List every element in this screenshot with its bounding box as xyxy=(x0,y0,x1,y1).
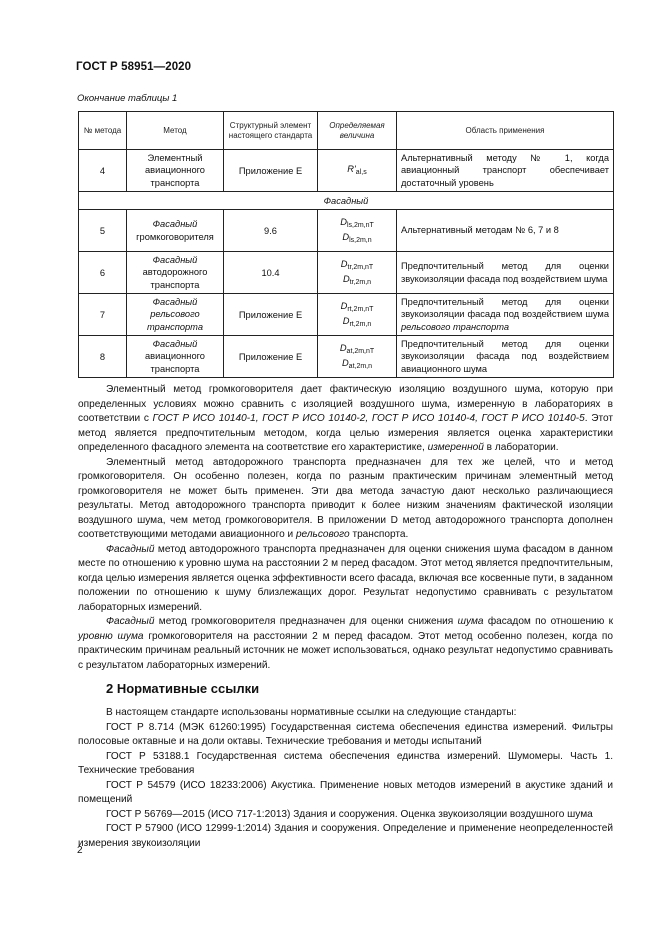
cell-quantity xyxy=(318,294,397,336)
cell-num: 4 xyxy=(79,150,127,192)
cell-quantity xyxy=(318,210,397,252)
text-run: транспорта. xyxy=(349,529,409,540)
col-header-method: Метод xyxy=(127,112,224,150)
references-intro: В настоящем стандарте использованы нормативные ссылки на следующие стандарты: xyxy=(106,707,517,718)
quantity-symbol: R' xyxy=(347,164,356,175)
cell-method xyxy=(127,336,224,378)
table-row xyxy=(79,252,614,294)
quantity-subscript: at,2m,nT xyxy=(346,348,375,356)
table-row xyxy=(79,150,614,192)
cell-element: Приложение E xyxy=(224,150,318,192)
text-run-italic: уровню шума xyxy=(78,630,144,642)
area-text: Предпочтительный метод для оценки звукоизоляции фасада под воздействием шума xyxy=(401,297,609,320)
text-run: громкоговорителя на расстоянии 2 м перед фасадом. Этот метод особенно полезен, когда по практическим причинам реальный источник не может использоваться, однако результат недопустимо сравнивать с результатом лабораторных измерений. xyxy=(78,630,613,671)
text-run-italic: рельсового xyxy=(295,529,350,540)
quantity-symbol: D xyxy=(340,217,347,228)
cell-method xyxy=(127,210,224,252)
method-type: Фасадный xyxy=(152,297,198,308)
quantity-symbol: D xyxy=(342,273,350,284)
cell-element: 9.6 xyxy=(224,210,318,252)
method-type: Фасадный xyxy=(152,339,198,350)
group-label: Фасадный xyxy=(79,192,614,210)
quantity-symbol: D xyxy=(340,259,348,270)
cell-area: Предпочтительный метод для оценки звукоизоляции фасада под воздействием авиационного шума xyxy=(397,336,614,378)
quantity-subscript: ls,2m,nT xyxy=(346,222,374,230)
reference-item: ГОСТ Р 57900 (ИСО 12999-1:2014) Здания и сооружения. Определение и применение неопределенностей измерения звукоизоляции xyxy=(78,823,613,849)
cell-area xyxy=(397,294,614,336)
text-run-italic: ГОСТ Р ИСО 10140-1, ГОСТ Р ИСО 10140-2, ГОСТ Р ИСО 10140-4, ГОСТ Р ИСО 10140-5 xyxy=(152,413,585,424)
col-header-quantity: Определяемая величина xyxy=(318,112,397,150)
quantity-subscript: tr,2m,nT xyxy=(347,264,374,272)
text-run: Элементный метод автодорожного транспорта предназначен для тех же целей, что и метод громкоговорителя. Он особенно полезен, когда по разным практическим причинам элементный метод громкоговорителя не может быть применен. Эти два метода зачастую дают несколько различающиеся результаты. Метод автодорожного транспорта приводит к более низким значениям фактической изоляции воздушного шума, чем метод громкоговорителя. В приложении D метод автодорожного транспорта дополнен соответствующими методами авиационного и xyxy=(78,456,613,540)
col-header-area: Область применения xyxy=(397,112,614,150)
table-header-row xyxy=(79,112,614,150)
quantity-subscript: tr,2m,n xyxy=(349,278,372,286)
col-header-element: Структурный элемент настоящего стандарта xyxy=(224,112,318,150)
cell-method: Элементный авиационного транспорта xyxy=(127,150,224,192)
methods-table xyxy=(78,111,614,378)
section-heading: 2 Нормативные ссылки xyxy=(106,681,260,696)
references-list xyxy=(78,706,613,851)
cell-method xyxy=(127,294,224,336)
quantity-subscript: al,s xyxy=(355,169,367,177)
reference-item: ГОСТ Р 53188.1 Государственная система обеспечения единства измерений. Шумомеры. Часть 1. Технические требования xyxy=(78,750,613,776)
cell-method xyxy=(127,252,224,294)
cell-num: 5 xyxy=(79,210,127,252)
table-caption: Окончание таблицы 1 xyxy=(77,93,178,104)
table-group-row xyxy=(79,192,614,210)
text-run-italic: Фасадный xyxy=(106,543,155,555)
cell-num: 7 xyxy=(79,294,127,336)
method-source: автодорожного транспорта xyxy=(142,267,208,290)
paragraph xyxy=(78,615,613,673)
quantity-symbol: D xyxy=(340,301,348,312)
col-header-num: № метода xyxy=(79,112,127,150)
method-type: Фасадный xyxy=(152,255,198,266)
text-run: фасадом по отношению к xyxy=(483,616,613,627)
text-run: метод автодорожного транспорта предназначен для оценки снижения шума фасадом в данном месте по отношению к уровню шума на расстоянии 2 м перед фасадом. Этот метод является предпочтительным, когда целью измерения является оценка эффективности всего фасада, включая все косвенные пути, в заданном положении по отношению к шуму близлежащих дорог. Результат недопустимо сравнивать с результатом лабораторных измерений. xyxy=(78,543,613,613)
page-number: 2 xyxy=(77,845,83,856)
text-run-italic: измеренной xyxy=(427,442,484,453)
paragraph xyxy=(78,543,613,616)
reference-item: ГОСТ Р 54579 (ИСО 18233:2006) Акустика. Применение новых методов измерений в акустике зданий и помещений xyxy=(78,779,613,805)
table-row xyxy=(79,294,614,336)
text-run: Элементный метод громкоговорителя дает фактическую изоляцию воздушного шума, которую при определенных условиях можно сравнить с изоляцией воздушного шума, измеренную в лабораториях в соответствии с xyxy=(78,384,613,424)
quantity-symbol: D xyxy=(339,343,347,354)
cell-element: Приложение E xyxy=(224,294,318,336)
text-run-italic: Фасадный xyxy=(106,616,155,627)
text-run: . Этот метод является предпочтительным методом, когда целью измерения является оценка характеристики определенного фасадного элемента на соответствие его характеристике, xyxy=(78,413,614,453)
cell-element: Приложение E xyxy=(224,336,318,378)
area-text-italic: рельсового транспорта xyxy=(401,321,510,332)
cell-num: 8 xyxy=(79,336,127,378)
quantity-subscript: ls,2m,n xyxy=(349,236,372,244)
method-source: громкоговорителя xyxy=(136,231,214,242)
document-code: ГОСТ Р 58951—2020 xyxy=(76,61,192,73)
table-row xyxy=(79,336,614,378)
cell-num: 6 xyxy=(79,252,127,294)
cell-quantity xyxy=(318,336,397,378)
quantity-subscript: rt,2m,n xyxy=(349,320,372,328)
method-type: Фасадный xyxy=(152,219,198,230)
cell-area: Альтернативный методам № 6, 7 и 8 xyxy=(397,210,614,252)
cell-area: Предпочтительный метод для оценки звукоизоляции фасада под воздействием шума xyxy=(397,252,614,294)
text-run-italic: шума xyxy=(457,616,484,627)
reference-item: ГОСТ Р 56769—2015 (ИСО 717-1:2013) Здания и сооружения. Оценка звукоизоляции воздушного шума xyxy=(106,808,593,820)
paragraph xyxy=(78,456,613,543)
quantity-symbol: D xyxy=(342,231,350,242)
quantity-symbol: D xyxy=(341,357,349,368)
method-source: авиационного транспорта xyxy=(145,351,205,374)
paragraph xyxy=(78,383,613,456)
text-run: в лаборатории. xyxy=(483,442,559,453)
quantity-subscript: at,2m,n xyxy=(348,362,373,370)
cell-quantity xyxy=(318,150,397,192)
cell-quantity xyxy=(318,252,397,294)
table-row xyxy=(79,210,614,252)
cell-area: Альтернативный методу № 1, когда авиационный транспорт обеспечивает достаточный уровень xyxy=(397,150,614,192)
method-source: рельсового транспорта xyxy=(146,309,203,332)
quantity-symbol: D xyxy=(342,315,350,326)
text-run: метод громкоговорителя предназначен для оценки снижения xyxy=(154,616,458,627)
quantity-subscript: rt,2m,nT xyxy=(347,306,374,314)
reference-item: ГОСТ Р 8.714 (МЭК 61260:1995) Государственная система обеспечения единства измерений. Фильтры полосовые октавные и на доли октавы. Технические требования и методы испытаний xyxy=(78,721,613,747)
body-paragraphs xyxy=(78,383,613,673)
cell-element: 10.4 xyxy=(224,252,318,294)
